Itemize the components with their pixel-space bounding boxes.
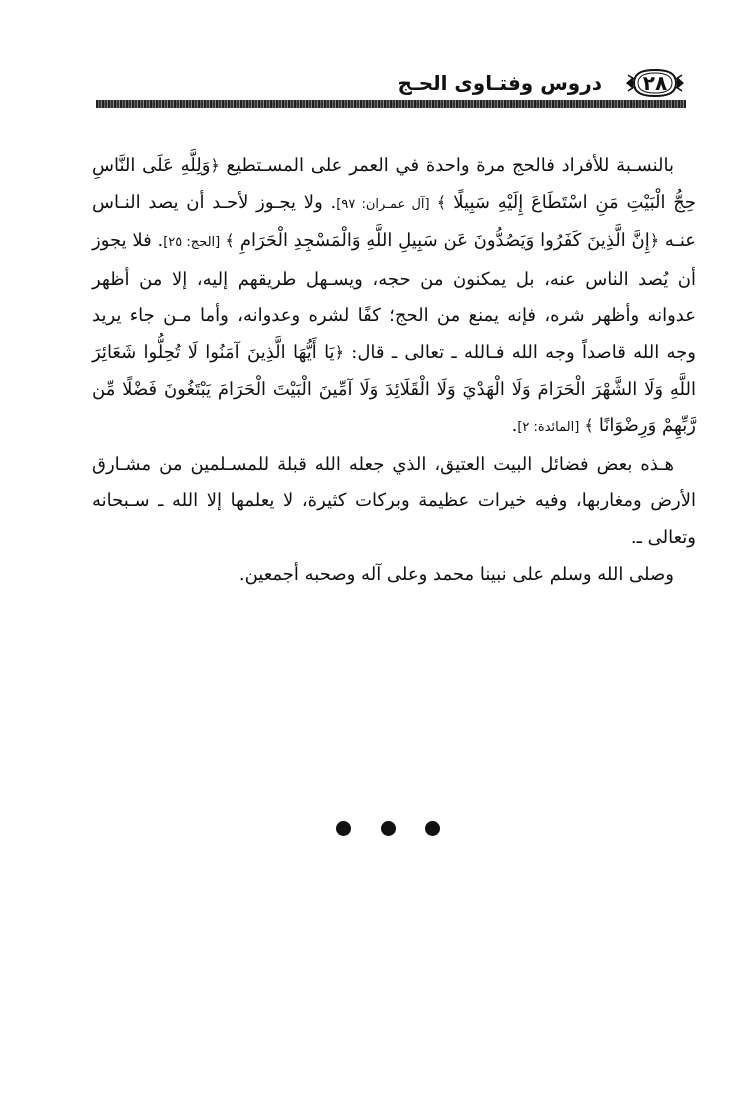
paragraph <box>92 148 696 447</box>
verse-citation: [المائدة: ٢] <box>517 420 580 436</box>
separator-dot <box>336 821 351 836</box>
body-text <box>92 148 696 593</box>
verse-bracket: ﴾ <box>220 231 240 251</box>
verse-citation: [الحج: ٢٥] <box>163 235 221 251</box>
body-text-run: وصلى الله وسلم على نبينا محمد وعلى آله وصحبه أجمعين. <box>238 563 674 585</box>
header-rule <box>96 100 686 108</box>
quran-verse: يَا أَيُّهَا الَّذِينَ آمَنُوا لَا تُحِلُّوا شَعَائِرَ اللَّهِ وَلَا الشَّهْرَ الْحَرَامَ وَلَا الْهَدْيَ وَلَا الْقَلَائِدَ وَلَا آمِّينَ الْبَيْتَ الْحَرَامَ يَبْتَغُونَ فَضْلًا مِّن رَّبِّهِمْ وَرِضْوَانًا <box>92 341 696 437</box>
paragraph <box>92 557 696 594</box>
page-number: ٢٨ <box>642 71 668 95</box>
verse-bracket: ﴾ <box>429 192 454 212</box>
body-text-run: هـذه بعض فضائل البيت العتيق، الذي جعله الله قبلة للمسـلمين من مشـارق الأرض ومغاربها، وفيه خيرات عظيمة وبركات كثيرة، لا يعلمها إلا الله ـ سـبحانه وتعالى ـ. <box>92 453 696 548</box>
verse-bracket: ﴿ <box>334 342 344 362</box>
page-header <box>96 66 686 102</box>
page-number-badge <box>624 66 686 100</box>
separator-dot <box>381 821 396 836</box>
quran-verse: وَلِلَّهِ عَلَى النَّاسِ حِجُّ الْبَيْتِ مَنِ اسْتَطَاعَ إِلَيْهِ سَبِيلًا <box>92 155 697 213</box>
verse-citation: [آل عمـران: ٩٧] <box>336 196 430 212</box>
body-text-run: بالنسـبة للأفراد فالحج مرة واحدة في العمر على المسـتطيع <box>219 155 674 176</box>
body-text-run: . ولا يجـوز لأحـد أن يصد النـاس عنـه <box>92 191 696 252</box>
section-end-separator <box>336 820 440 836</box>
body-text-run: . فلا يجوز أن يُصد الناس عنه، بل يمكنون من حجه، ويسـهل طريقهم إليه، إلا من أظهر عدوانه وأظهر شره، فإنه يمنع من الحج؛ كفًا لشره وعدوانه، وأما مـن جاء يريد وجه الله قاصداً وجه الله فـالله ـ تعالى ـ قال: <box>92 230 696 363</box>
paragraph <box>92 447 696 557</box>
verse-bracket: ﴾ <box>579 416 599 436</box>
running-title: دروس وفتـاوى الحـج <box>397 71 602 95</box>
verse-bracket: ﴿ <box>649 231 660 251</box>
quran-verse: إِنَّ الَّذِينَ كَفَرُوا وَيَصُدُّونَ عَن سَبِيلِ اللَّهِ وَالْمَسْجِدِ الْحَرَامِ <box>239 230 650 252</box>
body-text-run: . <box>511 415 518 437</box>
verse-bracket: ﴿ <box>210 156 220 175</box>
separator-dot <box>425 821 440 836</box>
